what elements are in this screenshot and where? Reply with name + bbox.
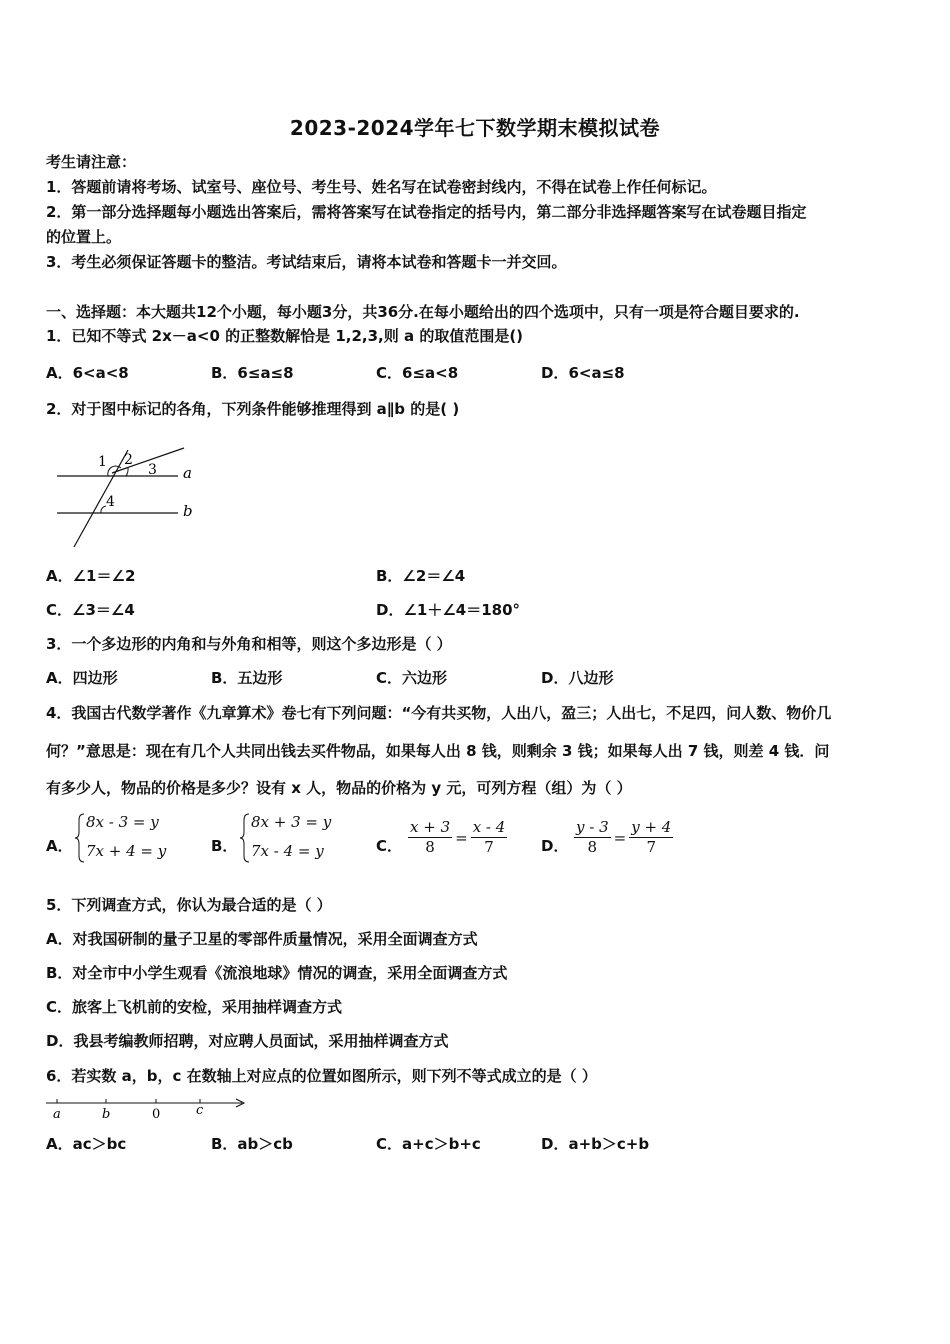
q3-option-d: D．八边形 — [541, 669, 614, 687]
number-line-figure — [42, 1094, 252, 1122]
q4-option-d-letter: D． — [541, 837, 569, 855]
notice-item-2: 2．第一部分选择题每小题选出答案后，需将答案写在试卷指定的括号内，第二部分非选择题答案写在试卷题目指定 — [46, 203, 807, 221]
numberline-label-b: b — [102, 1107, 111, 1122]
question-4-stem-line-3: 有多少人，物品的价格是多少？设有 x 人，物品的价格为 y 元，可列方程（组）为（ ） — [46, 779, 632, 797]
numberline-label-zero: 0 — [152, 1107, 161, 1122]
q4-a-equation-2: 7x + 4 = y — [86, 842, 167, 860]
notice-item-2-cont: 的位置上。 — [46, 228, 122, 246]
q4-d-left-denominator: 8 — [587, 838, 598, 856]
q6-option-a: A．ac＞bc — [46, 1135, 127, 1153]
question-2-stem: 2．对于图中标记的各角，下列条件能够推理得到 a∥b 的是( ) — [46, 400, 460, 418]
question-3-stem: 3．一个多边形的内角和与外角和相等，则这个多边形是（ ） — [46, 635, 452, 653]
angle-label-2: 2 — [124, 452, 133, 468]
page-title: 2023-2024学年七下数学期末模拟试卷 — [289, 116, 661, 140]
q4-c-equation — [408, 818, 507, 857]
notice-item-3: 3．考生必须保证答题卡的整洁。考试结束后，请将本试卷和答题卡一并交回。 — [46, 253, 567, 271]
q2-option-d: D．∠1＋∠4＝180° — [376, 601, 521, 619]
q2-option-a: A．∠1＝∠2 — [46, 567, 136, 585]
q4-option-b-letter: B． — [211, 837, 238, 855]
q4-c-right-denominator: 7 — [484, 838, 494, 856]
line-label-b: b — [183, 502, 193, 520]
question-4-stem-line-2: 何？”意思是：现在有几个人共同出钱去买件物品，如果每人出 8 钱，则剩余 3 钱；如果每人出 7 钱，则差 4 钱．问 — [46, 742, 830, 760]
q4-b-brace — [239, 812, 251, 864]
angle-label-3: 3 — [148, 462, 157, 478]
q1-option-d: D．6<a≤8 — [541, 364, 625, 382]
numberline-label-c: c — [196, 1103, 204, 1118]
q1-option-c: C．6≤a<8 — [376, 364, 459, 382]
numberline-label-a: a — [53, 1107, 61, 1122]
q3-option-c: C．六边形 — [376, 669, 448, 687]
question-1-stem: 1．已知不等式 2x－a<0 的正整数解恰是 1,2,3,则 a 的取值范围是() — [46, 327, 524, 345]
question-5-stem: 5．下列调查方式，你认为最合适的是（ ） — [46, 896, 332, 914]
q4-d-left-numerator: y - 3 — [576, 818, 609, 836]
question-4-stem-line-1: 4．我国古代数学著作《九章算术》卷七有下列问题：“今有共买物，人出八，盈三；人出七，不足四，问人数、物价几 — [46, 704, 832, 722]
q4-d-equation — [574, 818, 673, 857]
q4-c-left-denominator: 8 — [425, 838, 435, 856]
angle-label-4: 4 — [106, 494, 115, 510]
q1-option-a: A．6<a<8 — [46, 364, 129, 382]
q6-option-d: D．a+b＞c+b — [541, 1135, 650, 1153]
q5-option-d: D．我县考编教师招聘，对应聘人员面试，采用抽样调查方式 — [46, 1032, 449, 1050]
q4-a-equation-1: 8x - 3 = y — [86, 813, 159, 831]
q4-d-right-denominator: 7 — [646, 838, 657, 856]
q4-d-right-numerator: y + 4 — [631, 818, 672, 836]
q4-d-equals: = — [613, 828, 627, 847]
notice-item-1: 1．答题前请将考场、试室号、座位号、考生号、姓名写在试卷密封线内，不得在试卷上作任何标记。 — [46, 178, 717, 196]
line-label-a: a — [183, 464, 192, 482]
q4-option-a-letter: A． — [46, 837, 73, 855]
q4-b-equation-1: 8x + 3 = y — [251, 813, 332, 831]
notice-heading: 考生请注意： — [46, 153, 137, 171]
q6-option-b: B．ab＞cb — [211, 1135, 293, 1153]
q1-option-b: B．6≤a≤8 — [211, 364, 294, 382]
q3-option-a: A．四边形 — [46, 669, 118, 687]
q4-a-brace — [74, 812, 86, 864]
q4-b-equation-2: 7x - 4 = y — [251, 842, 324, 860]
q4-c-right-numerator: x - 4 — [472, 818, 506, 836]
question-6-stem: 6．若实数 a，b，c 在数轴上对应点的位置如图所示，则下列不等式成立的是（ ） — [46, 1067, 597, 1085]
q4-c-equals: = — [455, 828, 468, 847]
q2-option-c: C．∠3＝∠4 — [46, 601, 135, 619]
q5-option-c: C．旅客上飞机前的安检，采用抽样调查方式 — [46, 998, 343, 1016]
angle-label-1: 1 — [98, 454, 107, 470]
section-heading: 一、选择题：本大题共12个小题，每小题3分，共36分.在每小题给出的四个选项中，只有一项是符合题目要求的. — [46, 303, 800, 321]
q4-option-c-letter: C． — [376, 837, 403, 855]
q2-option-b: B．∠2＝∠4 — [376, 567, 466, 585]
q4-c-left-numerator: x + 3 — [410, 818, 451, 836]
q5-option-b: B．对全市中小学生观看《流浪地球》情况的调查，采用全面调查方式 — [46, 964, 508, 982]
q6-option-c: C．a+c＞b+c — [376, 1135, 481, 1153]
parallel-lines-figure — [52, 440, 212, 552]
q3-option-b: B．五边形 — [211, 669, 283, 687]
q5-option-a: A．对我国研制的量子卫星的零部件质量情况，采用全面调查方式 — [46, 930, 478, 948]
